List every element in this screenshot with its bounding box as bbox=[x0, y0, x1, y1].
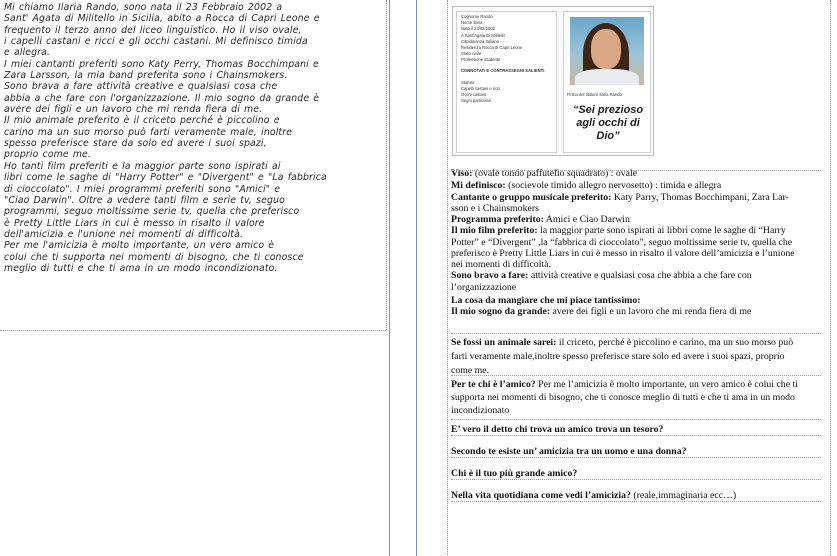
answer-viso: Viso: (ovale tondo paffutello squadrato) : ovale bbox=[451, 168, 638, 179]
margin-guide-bottom bbox=[0, 330, 386, 331]
id-card-photo-panel bbox=[563, 11, 651, 153]
id-trait: Statura bbox=[461, 79, 475, 85]
handwritten-line: "Ciao Darwin". Oltre a vedere tanti film e serie tv, seguo bbox=[4, 194, 285, 206]
id-section-heading: CONNOTATI E CONTRASSEGNI SALIENTI bbox=[461, 67, 545, 73]
handwritten-line: colui che ti supporta nei momenti di bisogno, che ti conosce bbox=[4, 251, 304, 263]
id-field: Professione studente bbox=[461, 57, 501, 63]
handwritten-line: proprio come me. bbox=[4, 149, 92, 161]
margin-guide-right2 bbox=[830, 0, 831, 556]
answer-sogno: Il mio sogno da grande: avere dei figli e un lavoro che mi renda fiera di me bbox=[451, 306, 752, 317]
id-field: Cittadinanza Italiana bbox=[461, 38, 499, 44]
page-edge-left bbox=[389, 0, 390, 556]
answer-definisco: Mi definisco: (socievole timido allegro nervosetto) : timida e allegra bbox=[451, 180, 722, 192]
id-field: Stato civile bbox=[461, 51, 482, 57]
typed-answers-2: Se fossi un animale sarei: il criceto, perché è piccolino e carino, ma un suo morso può farti veramente male,inoltre spesso preferisce stare solo ed avere i suoi spazi, proprio come me. bbox=[451, 336, 821, 378]
handwritten-line: meglio di tutti e che ti ama in un modo incondizionato. bbox=[4, 262, 278, 274]
id-trait: Capelli castani e ricci bbox=[461, 86, 501, 92]
handwritten-text bbox=[4, 2, 384, 274]
quote-text: “Sei prezioso agli occhi di Dio” bbox=[572, 104, 644, 142]
id-field: Nome Ilaria bbox=[461, 20, 483, 26]
typed-questions bbox=[451, 419, 821, 507]
handwritten-line: Sono brava a fare attività creative e qualsiasi cosa che bbox=[4, 81, 278, 93]
handwritten-line: frequento il terzo anno del liceo linguistico. Ho il viso ovale, bbox=[4, 24, 302, 36]
id-field: Nato il 23/02/2002 bbox=[461, 26, 495, 32]
handwritten-line: di cioccolato". I miei programmi preferiti sono "Amici" e bbox=[4, 183, 281, 195]
handwritten-line: Sant' Agata di Militello in Sicilia, abito a Rocca di Capri Leone e bbox=[4, 13, 320, 25]
handwritten-line: libri come le saghe di "Harry Potter" e "Divergent" e "La fabbrica bbox=[4, 172, 327, 184]
handwritten-line: i capelli castani e ricci e gli occhi castani. Mi definisco timida bbox=[4, 36, 308, 48]
typed-answers-3: Per te chi è l’amico? Per me l’amicizia è molto importante, un vero amico è colui che ti supporta nei momenti di bisogno, che ti conosce meglio di tutti e che ti ama in un modo incondizionato bbox=[451, 378, 821, 417]
handwritten-line: Zara Larsson, la mia band preferita sono i Chainsmokers. bbox=[4, 70, 288, 82]
handwritten-line: Il mio animale preferito è il criceto perché è piccolino e bbox=[4, 115, 280, 127]
handwritten-line: Ho tanti film preferiti e la maggior parte sono ispirati ai bbox=[4, 160, 281, 172]
portrait-photo bbox=[570, 17, 644, 85]
handwritten-line: programmi, seguo moltissime serie tv, quella che preferisco bbox=[4, 206, 300, 218]
id-trait: Segni particolari bbox=[461, 98, 492, 104]
margin-guide-left bbox=[447, 0, 448, 556]
page-edge-right bbox=[416, 0, 417, 556]
question-vita-quotidiana: Nella vita quotidiana come vedi l’amicizia? (reale,immaginaria ecc…) bbox=[451, 490, 737, 501]
id-field: Residenza Rocca di Capri Leone bbox=[461, 45, 523, 51]
id-card-fields bbox=[456, 11, 557, 153]
typed-answers: Viso: (ovale tondo paffutello squadrato) : ovale Mi definisco: (socievole timido allegro nervosetto) : timida e allegra Cantante o gruppo musicale preferito: Katy Parry, Thomas Bocchimpani, Zara Lar- sson e i Chainsmokers Programma preferito: Amici e Ciao Darwin Il mio film preferito: la maggior parte sono ispirati ai libbri come le saghe di “Harry Potter” e “Divergent” ,la “fabbrica di cioccolato”, seguo moltissime serie tv, quella che preferisco è Pretty Little Liars in cui è messo in risalto il valore dell’amicizia e l’unione nei momenti di difficoltà. Sono bravo a fare: attività creative e qualsiasi cosa che abbia a che fare con l’organizzazione La cosa da mangiare che mi piace tantissimo: Il mio sogno da grande: avere dei figli e un lavoro che mi renda fiera di me bbox=[451, 168, 821, 317]
question-tesoro: E’ vero il detto chi trova un amico trova un tesoro? bbox=[451, 424, 664, 435]
margin-guide-right bbox=[386, 0, 387, 330]
answer-cosa: La cosa da mangiare che mi piace tantissimo: bbox=[451, 294, 641, 306]
handwritten-line: carino ma un suo morso può farti veramente male, inoltre bbox=[4, 126, 293, 138]
id-field: Cognome Rando bbox=[461, 14, 493, 19]
question-uomo-donna: Secondo te esiste un’ amicizia tra un uomo e una donna? bbox=[451, 446, 687, 457]
handwritten-line: I miei cantanti preferiti sono Katy Perry, Thomas Bocchimpani e bbox=[4, 58, 319, 70]
question-grande-amico: Chi è il tuo più grande amico? bbox=[451, 468, 578, 479]
answer-animale: Se fossi un animale sarei: il criceto, perché è piccolino e carino, ma un suo morso può bbox=[451, 337, 794, 348]
handwritten-line: Per me l'amicizia è molto importante, un vero amico è bbox=[4, 240, 275, 252]
id-card bbox=[452, 6, 654, 156]
id-field: A Sant'Agata Di Militello bbox=[461, 32, 506, 38]
page-gap bbox=[390, 0, 447, 556]
answer-bravo: Sono bravo a fare: attività creative e qualsiasi cosa che abbia a che fare con bbox=[451, 270, 752, 282]
answer-film: Il mio film preferito: la maggior parte sono ispirati ai libbri come le saghe di “Harry bbox=[451, 225, 786, 237]
handwritten-line: dell'amicizia e l'unione nei momenti di difficoltà. bbox=[4, 228, 244, 240]
handwritten-line: avere dei figli e un lavoro che mi renda fiera di me. bbox=[4, 104, 263, 116]
signature-label: Firma del titolare Ilaria Rando bbox=[567, 92, 622, 97]
answer-cantante: Cantante o gruppo musicale preferito: Katy Parry, Thomas Bocchimpani, Zara Lar- bbox=[451, 191, 789, 203]
handwritten-line: è Pretty Little Liars in cui è messo in risalto il valore bbox=[4, 217, 265, 229]
page-left bbox=[0, 0, 390, 556]
handwritten-line: spesso preferisce stare da solo ed avere i suoi spazi, bbox=[4, 138, 267, 150]
id-trait: Occhi castani bbox=[461, 92, 487, 98]
answer-amico: Per te chi è l’amico? Per me l’amicizia è molto importante, un vero amico è colui che ti bbox=[451, 379, 798, 390]
answer-programma: Programma preferito: Amici e Ciao Darwin bbox=[451, 214, 630, 225]
handwritten-line: Mi chiamo Ilaria Rando, sono nata il 23 Febbraio 2002 a bbox=[4, 2, 283, 13]
handwritten-line: e allegra. bbox=[4, 47, 51, 59]
handwritten-line: abbia a che fare con l'organizzazione. Il mio sogno da grande è bbox=[4, 92, 320, 104]
